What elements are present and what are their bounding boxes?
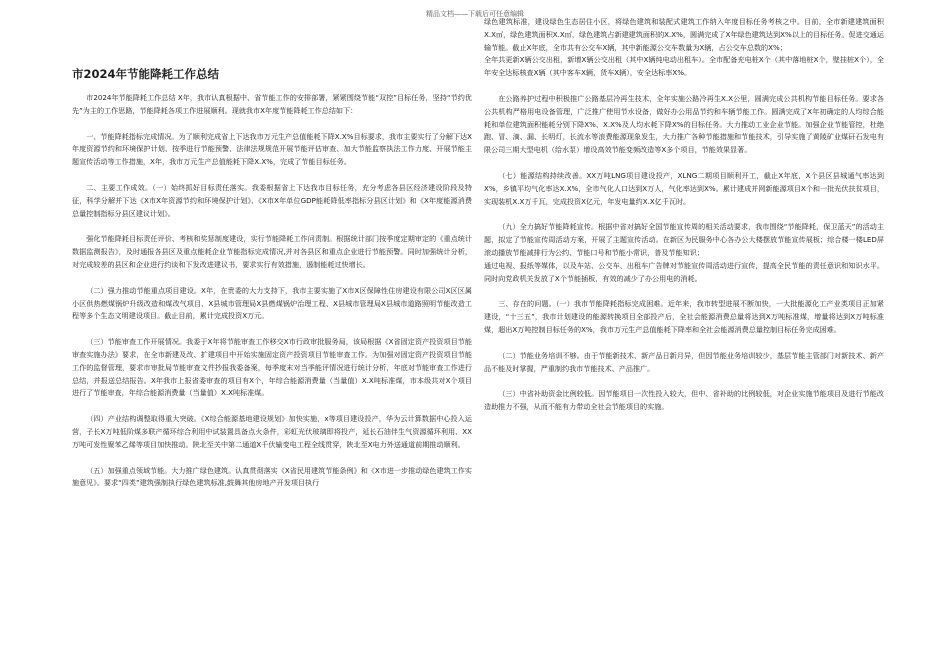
paragraph-responsibility: 二、主要工作成效。（一）始终抓好目标责任落实。我委根据省上下达我市目标任务，充分考虑各县区经济建设阶段及特征，科学分解并下达《X市X年资源节约和环境保护计划》、《X市X年单位GDP能耗降低率指标分县区计划》和《X年度能源消费总量控制指标分县区建议计划》。 [72,182,472,218]
right-column [484,16,884,427]
paragraph-energy-structure: （七）能源结构持续改善。XX万吨LNG项目建设投产，XLNG二期项目顺利开工，截止X年底，X个县区县城通气率达到X%，乡镇平均气化率达X.X%，全市气化人口达到X万人，气化率达到X%。累计建成并网新能源项目X个和一批光伏扶贫项目，实现装机X.X万千瓦，完成投资X亿元，年发电量约X.X亿千瓦时。 [484,170,884,206]
paragraph-media: 通过电视、报纸等媒体，以及车站、公交车、出租车广告牌对节能宣传周活动进行宣传，提高全民节能的责任意识和知识水平。同时向党政机关发放了X个节能插板，有效的减少了办公用电的消耗。 [484,260,884,283]
paragraph-industry-structure: （四）产业结构调整取得重大突破。《X综合能源基地建设规划》加快实施，x等项目建设投产，华为云计算数据中心投入运营，子长X万吨低阶煤多联产循环综合利用中试装置具备点火条件，彩虹光伏玻璃即将投产，延长石油伴生气资源循环利用、XX万吨可发性聚苯乙烯等项目加快推动。陕北至关中第二通道X千伏输变电工程全线贯穿，陕北至X电力外送通道前期推动顺利。 [72,414,472,449]
paragraph-target-completion: 一、节能降耗指标完成情况。为了顺利完成省上下达我市万元生产总值能耗下降X.X%目标要求，我市主要实行了分解下达X年度资源节约和环境保护计划、按季进行节能预警、法律法规规范开展节能评估审查、加大节能监察执法工作力度、开展节能主题宣传活动等工作措施，X年，我市万元生产总值能耗下降X.X%，完成了节能目标任务。 [72,131,472,167]
paragraph-key-projects: （二）强力推动节能重点项目建设。X年，在贵委的大力支持下，我市主要实施了X市X区保障性住房建设有限公司X区区属小区供热燃煤锅炉升级改造和煤改气项目、X县城市管理局X县燃煤锅炉治理工程、X县城市管理局X县城市道路照明节能改造工程等多个生态文明建设项目。截止目前，累计完成投资X万元。 [72,285,472,321]
paragraph-energy-review: （三）节能审查工作开展情况。我委于X年将节能审查工作移交X市行政审批服务局，该局根据《X省固定资产投资项目节能审查实施办法》要求，在全市新建及改、扩建项目中开始实施固定资产投资项目节能审查工作。为加强对固定资产投资项目节能工作的监督管理，要求市审批局节能审查文件抄报我委备案，每季度末对当季能评情况进行统计分析，年底对节能审查工作进行总结，并报送总结报告。X年我市上报省委审查的项目有X个，年综合能源消费量（当量值）X.X吨标准煤，市本级共对X个项目进行了节能审查，年综合能源消费量（当量值）X.X吨标准煤。 [72,337,472,398]
paragraph-subsidy: （三）中省补助资金比例较低。因节能项目一次性投入较大，但中、省补助的比例较低，对企业实施节能项目及进行节能改造助推力不强，从而不能有力带动全社会节能项目的实施。 [484,389,884,412]
paragraph-problems: 三、存在的问题。（一）我市节能降耗指标完成困难。近年来，我市转型进展不断加快，一大批能源化工产业类项目正加紧建设，“十三五”，我市计划建设的能源转换项目全部投产后，全社会能源消费总量将达到X万吨标准煤，增量将达到X万吨标准煤，超出X万吨控制目标任务的X%，我市万元生产总值能耗下降率和全社会能源消费总量控制目标任务完成困难。 [484,299,884,334]
paragraph-key-fields: （五）加强重点领域节能。大力推广绿色建筑。认真贯彻落实《X省民用建筑节能条例》和《X市进一步推动绿色建筑工作实施意见》。要求“四类”建筑强制执行绿色建筑标准,鼓舞其他房地产开发项目执行 [72,465,472,488]
paragraph-transport: 全年共更新X辆公交出租，新增X辆公交出租（其中X辆纯电动出租车）。全市配备充电桩X个（其中落地桩X个，壁挂桩X个），全年安全达标核查X辆（其中客车X辆，货车X辆），安全达标率X%。 [484,55,884,78]
paragraph-training: （二）节能业务培训不够。由于节能新技术、新产品日新月异，但因节能业务培训较少，基层节能主管部门对新技术、新产品不能及时掌握，严重制约我市节能技术、产品推广。 [484,350,884,373]
paragraph-public-institutions: 在公路养护过程中积极推广公路基层冷再生技术，全年实施公路冷再生X.X公里，圆满完成公共机构节能目标任务。要求各公共机构严格用电设备管理，广泛推广使用节水设备，做好办公用品节约和车辆节能工作。圆满完成了X年初确定的人均综合能耗和单位建筑面积能耗分别下降X%、X.X%及人均水耗下降X%的目标任务。大力推动工业企业节能。加强企业节能管控，杜绝跑、冒、滴、漏、长明灯，长流水等浪费能源现象发生，大力推广各种节能措施和节能技术，引导实施了黄陵矿业煤矸石发电有限公司三期大型电机（给水泵）增设高效节能变频改造等X多个项目，节能效果显著。 [484,93,884,155]
paragraph-publicity: （九）全力搞好节能降耗宣传。根据中省对搞好全国节能宣传周的相关活动要求，我市围绕“节能降耗，保卫蓝天”的活动主题，拟定了节能宣传周活动方案，开展了主题宣传活动。在新区为民服务中心各办公大楼摆放节能宣传展板；综合楼一楼LED屏滚动播放节能减排行为公约、节能口号和节能小常识，普及节能知识； [484,222,884,257]
paragraph-green-building: 绿色建筑标准，建设绿色生态居住小区，将绿色建筑和装配式建筑工作纳入年度目标任务考核之中。目前，全市新建建筑面积X.X㎡，绿色建筑面积X.X㎡，绿色建筑占新建建筑面积的X.X%，圆满完成了X年绿色建筑达到X%以上的目标任务。促进交通运输节能。截止X年底，全市共有公交车X辆，其中新能源公交车数量为X辆，占公交车总数的X%； [484,17,884,52]
paragraph-assessment: 强化节能降耗目标责任评价、考核和奖惩制度建设，实行节能降耗工作问责制。根据统计部门按季度定期审定的《重点统计数据监测报告》，及时通报各县区及重点能耗企业节能指标完成情况,并对各县区和重点企业进行节能预警。同时加强统计分析，对完成较差的县区和企业进行约谈和下发改进建议书，要求实行有效措施，遏制能耗过快增长。 [72,234,472,269]
left-column [72,66,472,490]
page-header: 精品文档——下载后可任意编辑 [426,10,524,18]
paragraph-intro: 市2024年节能降耗工作总结 X年，我市认真根据中、省节能工作的安排部署，紧紧围绕节能“双控”目标任务，坚持“节约优先”为主的工作思路，节能降耗各项工作进展顺利。现就我市X年度节能降耗工作总结如下： [72,93,472,115]
document-title: 市2024年节能降耗工作总结 [72,67,220,81]
